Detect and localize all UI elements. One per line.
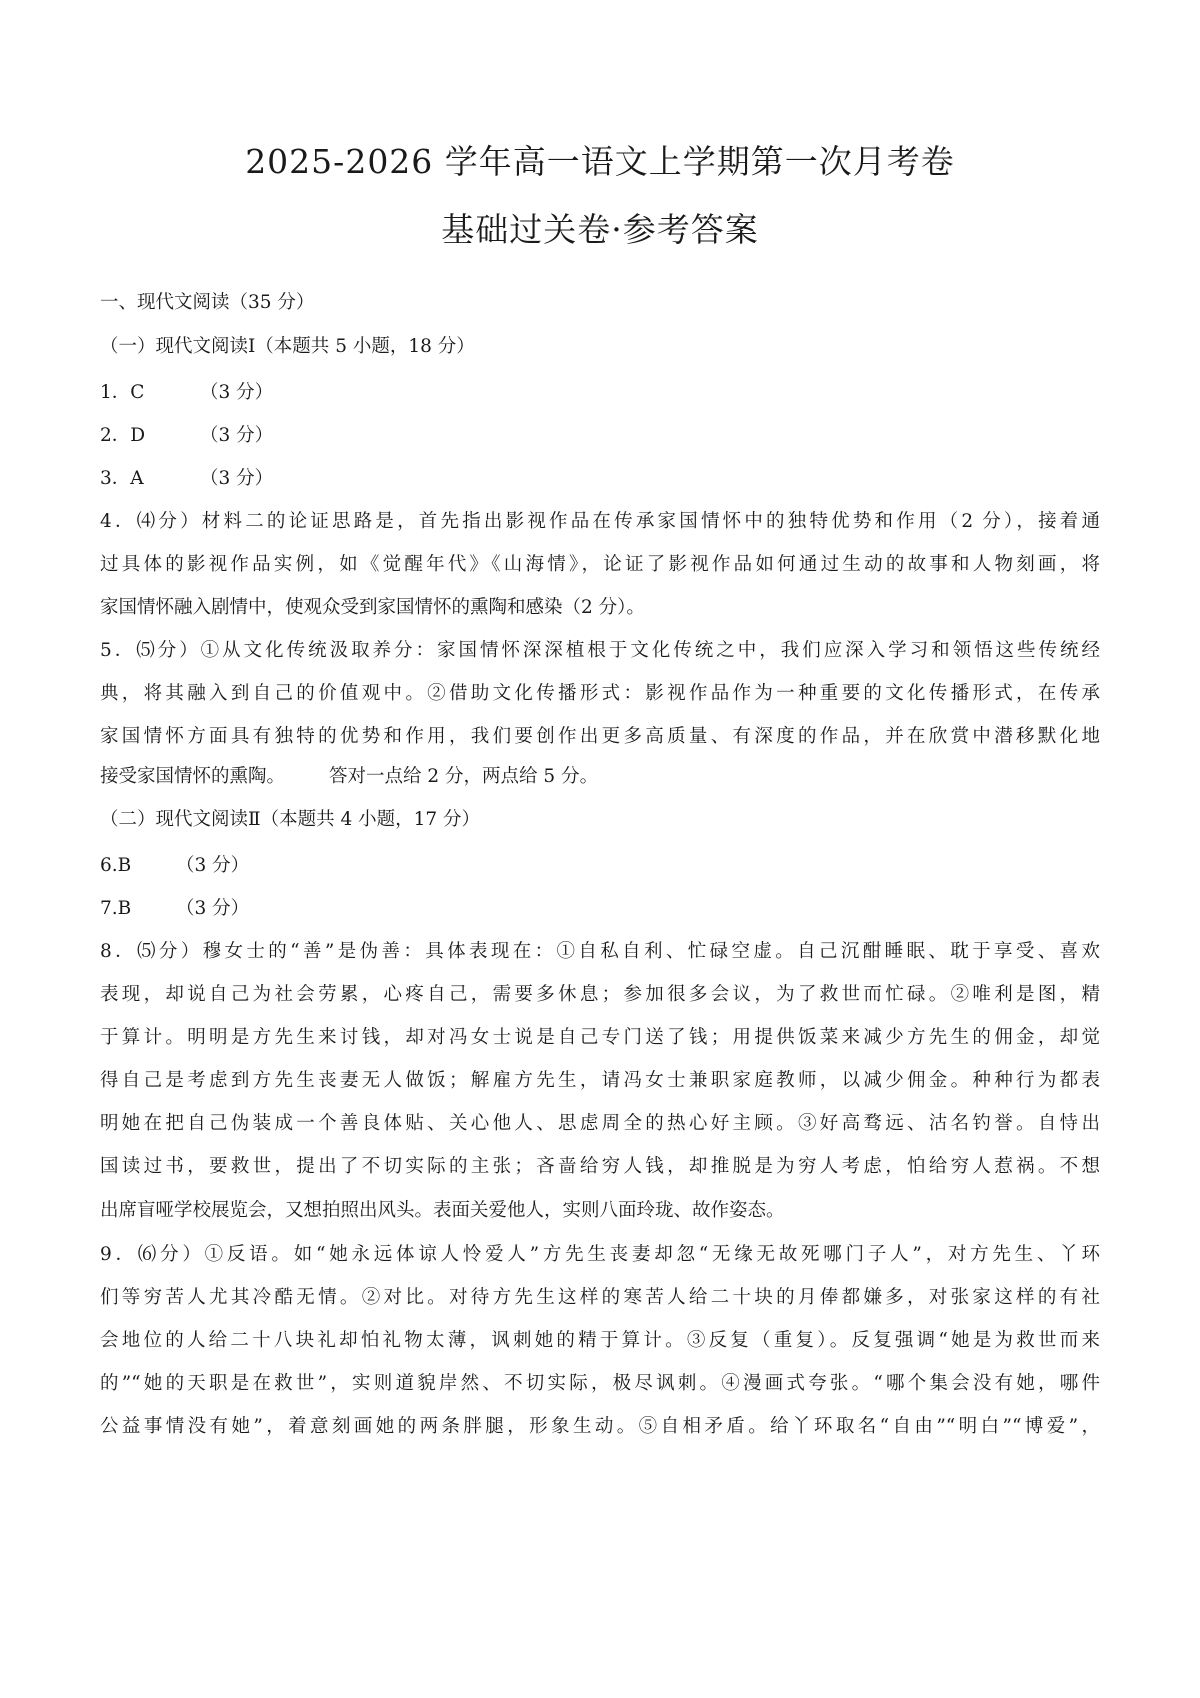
answer-q5 bbox=[100, 629, 1100, 796]
answer-line: 表现，却说自己为社会劳累，心疼自己，需要多休息；参加很多会议，为了救世而忙碌。②唯利是图，精 bbox=[100, 984, 1100, 1005]
answer-row-1 bbox=[100, 371, 1100, 414]
answer-q4 bbox=[100, 500, 1100, 629]
answer-row-3 bbox=[100, 457, 1100, 500]
answer-line: 得自己是考虑到方先生丧妻无人做饭；解雇方先生，请冯女士兼职家庭教师，以减少佣金。种种行为都表 bbox=[100, 1070, 1100, 1091]
answer-q9 bbox=[100, 1233, 1100, 1448]
answer-score: （3 分） bbox=[176, 898, 250, 919]
answer-line: 4．⑷分）材料二的论证思路是，首先指出影视作品在传承家国情怀中的独特优势和作用（2 分），接着通 bbox=[100, 511, 1100, 532]
answer-line: 5．⑸分）①从文化传统汲取养分：家国情怀深深植根于文化传统之中，我们应深入学习和领悟这些传统经 bbox=[100, 640, 1100, 661]
answer-line: 们等穷苦人尤其冷酷无情。②对比。对待方先生这样的寒苦人给二十块的月俸都嫌多，对张家这样的有社 bbox=[100, 1287, 1100, 1308]
answer-q8 bbox=[100, 930, 1100, 1233]
answer-score: （3 分） bbox=[200, 468, 274, 489]
scoring-note: 答对一点给 2 分，两点给 5 分。 bbox=[329, 766, 599, 787]
answer-line: 出席盲哑学校展览会，又想拍照出风头。表面关爱他人，实则八面玲珑、故作姿态。 bbox=[100, 1200, 785, 1221]
answer-line: 家国情怀方面具有独特的优势和作用，我们要创作出更多高质量、有深度的作品，并在欣赏中潜移默化地 bbox=[100, 726, 1100, 747]
answer-line: 会地位的人给二十八块礼却怕礼物太薄，讽刺她的精于算计。③反复（重复）。反复强调“她是为救世而来 bbox=[100, 1330, 1100, 1351]
answer-line: 于算计。明明是方先生来讨钱，却对冯女士说是自己专门送了钱；用提供饭菜来减少方先生的佣金，却觉 bbox=[100, 1027, 1100, 1048]
answer-number: 2．D bbox=[100, 425, 146, 446]
document-title: 2025-2026 学年高一语文上学期第一次月考卷 bbox=[245, 142, 955, 181]
answer-line: 过具体的影视作品实例，如《觉醒年代》《山海情》，论证了影视作品如何通过生动的故事和人物刻画，将 bbox=[100, 554, 1100, 575]
section-heading: 一、现代文阅读（35 分） bbox=[100, 292, 315, 313]
answer-row-7 bbox=[100, 887, 1100, 930]
answer-line: 公益事情没有她”，着意刻画她的两条胖腿，形象生动。⑤自相矛盾。给丫环取名“自由”“明白”“博爱”， bbox=[100, 1416, 1100, 1437]
answer-line: 9．⑹分）①反语。如“她永远体谅人怜爱人”方先生丧妻却忽“无缘无故死哪门子人”，对方先生、丫环 bbox=[100, 1244, 1100, 1265]
answer-line: 国读过书，要救世，提出了不切实际的主张；吝啬给穷人钱，却推脱是为穷人考虑，怕给穷人惹祸。不想 bbox=[100, 1156, 1100, 1177]
answer-score: （3 分） bbox=[200, 382, 274, 403]
part1-heading: （一）现代文阅读Ⅰ（本题共 5 小题，18 分） bbox=[100, 336, 475, 357]
answer-line: 的”“她的天职是在救世”，实则道貌岸然、不切实际，极尽讽刺。④漫画式夸张。“哪个集会没有她，哪件 bbox=[100, 1373, 1100, 1394]
answer-number: 3．A bbox=[100, 468, 144, 489]
answer-number: 7.B bbox=[100, 898, 132, 919]
answer-line bbox=[100, 758, 1100, 796]
document-subtitle: 基础过关卷·参考答案 bbox=[441, 210, 759, 249]
answer-line: 典，将其融入到自己的价值观中。②借助文化传播形式：影视作品作为一种重要的文化传播形式，在传承 bbox=[100, 683, 1100, 704]
answer-number: 6.B bbox=[100, 855, 132, 876]
answer-score: （3 分） bbox=[200, 425, 274, 446]
answer-line: 家国情怀融入剧情中，使观众受到家国情怀的熏陶和感染（2 分）。 bbox=[100, 597, 645, 618]
answer-row-6 bbox=[100, 844, 1100, 887]
answer-score: （3 分） bbox=[176, 855, 250, 876]
answer-line: 8．⑸分）穆女士的“善”是伪善：具体表现在：①自私自利、忙碌空虚。自己沉酣睡眠、耽于享受、喜欢 bbox=[100, 941, 1100, 962]
answer-number: 1．C bbox=[100, 382, 145, 403]
answer-text: 接受家国情怀的熏陶。 bbox=[100, 766, 286, 787]
answer-body bbox=[100, 283, 1100, 1448]
answer-line: 明她在把自己伪装成一个善良体贴、关心他人、思虑周全的热心好主顾。③好高骛远、沽名钓誉。自恃出 bbox=[100, 1113, 1100, 1134]
answer-row-2 bbox=[100, 414, 1100, 457]
part2-heading: （二）现代文阅读Ⅱ（本题共 4 小题，17 分） bbox=[100, 809, 481, 830]
